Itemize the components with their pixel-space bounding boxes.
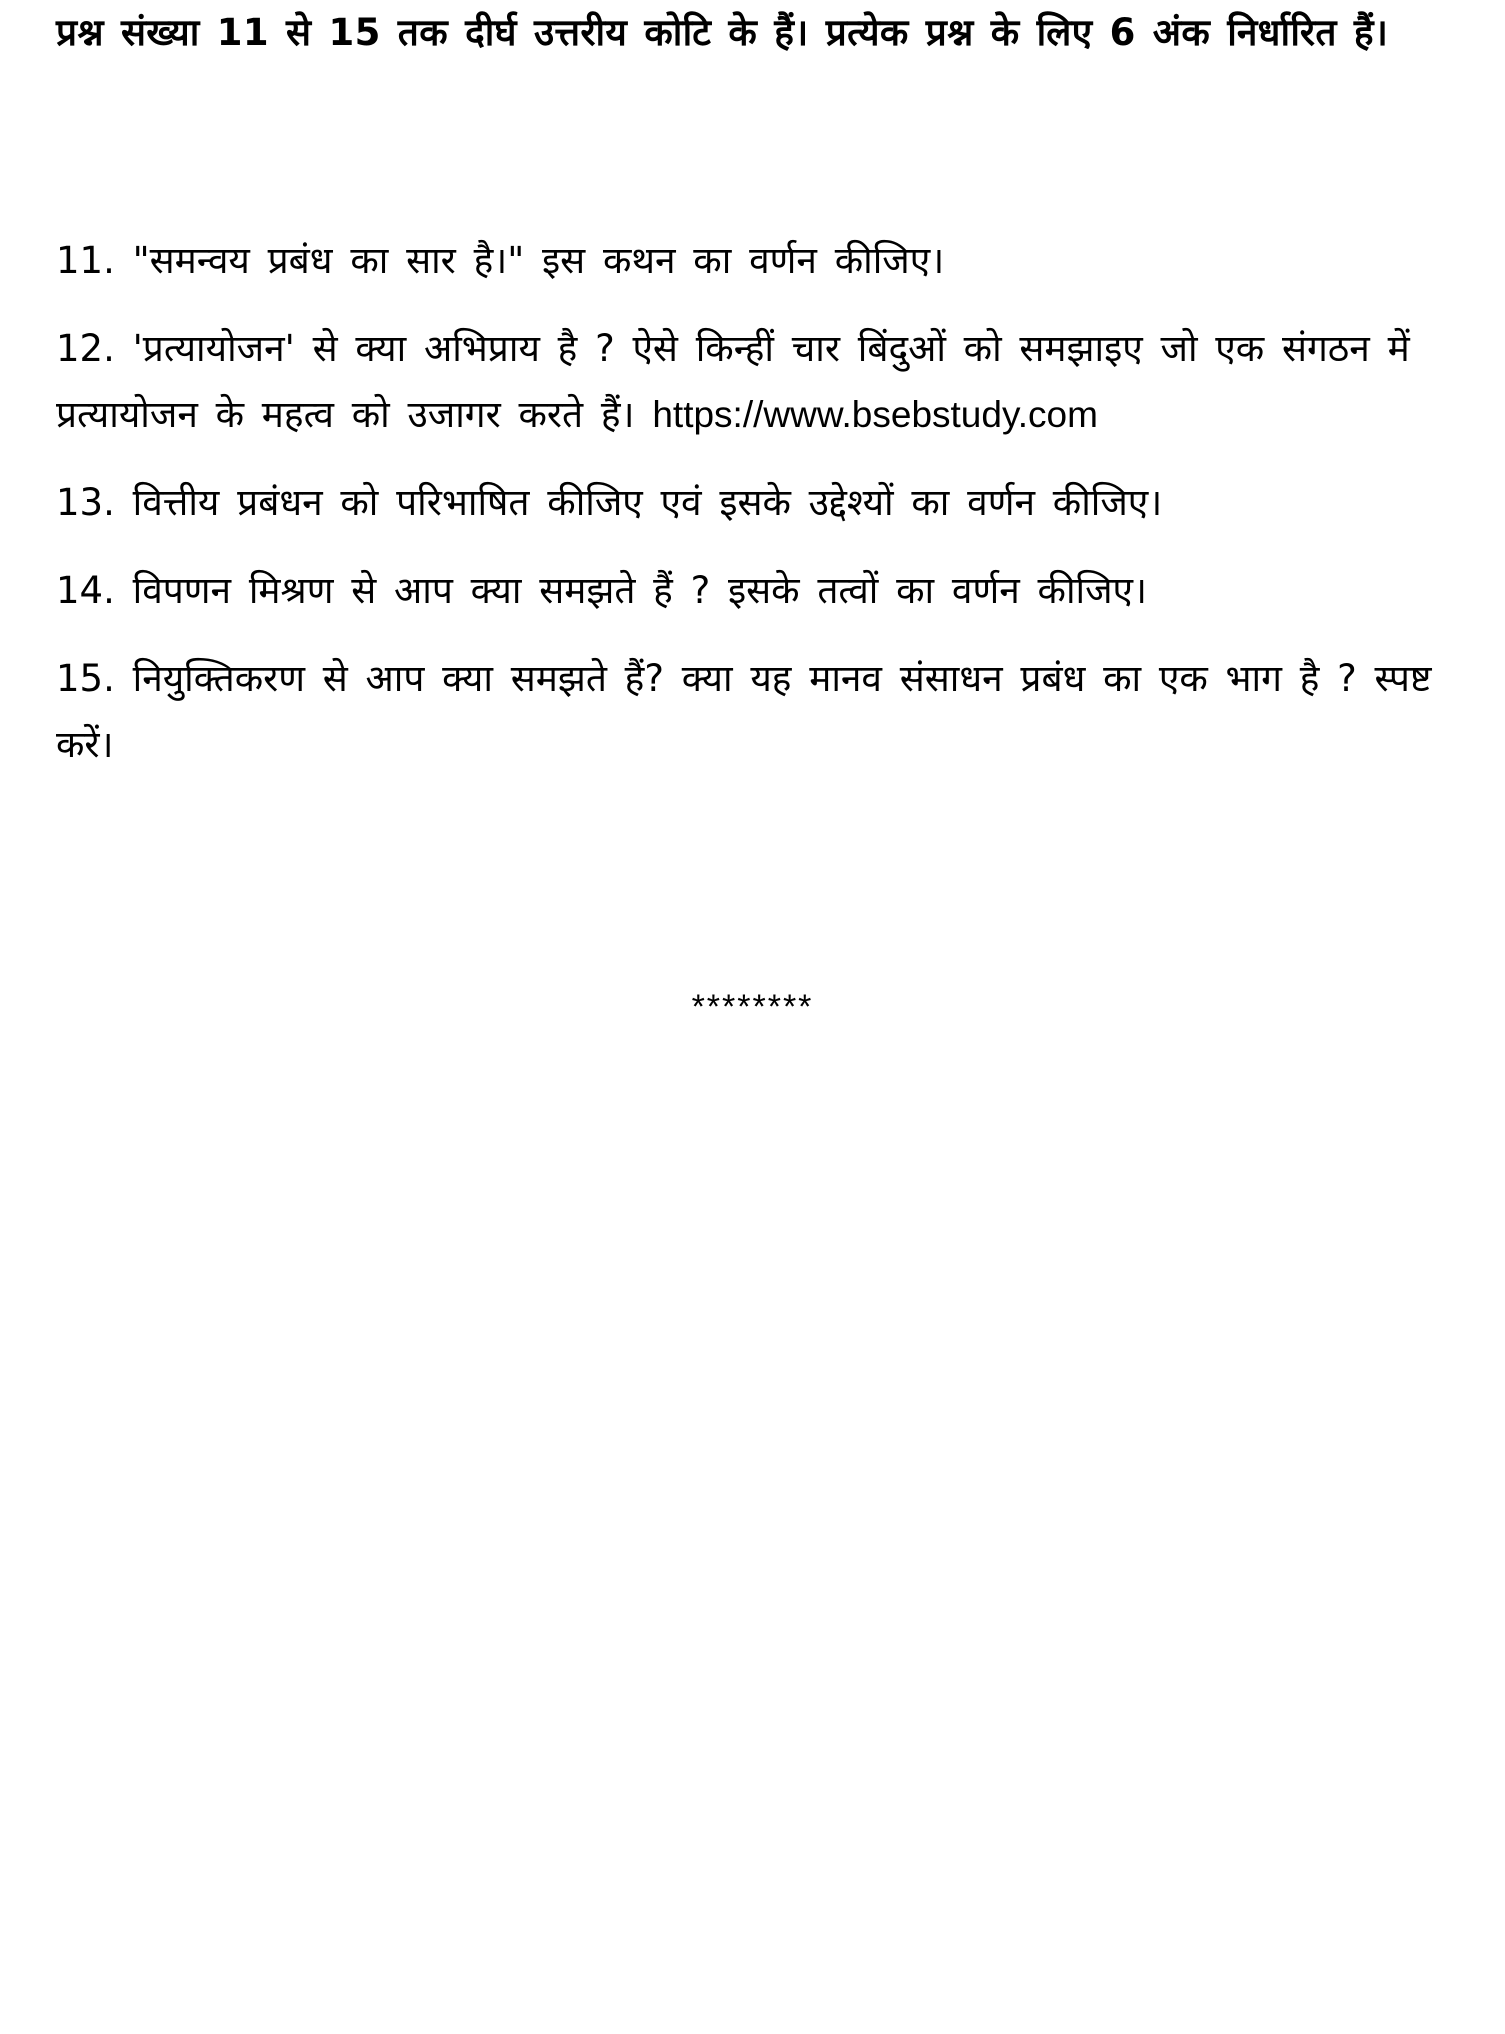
question-item xyxy=(56,316,1456,448)
question-number: 12. xyxy=(56,327,115,370)
website-link[interactable]: https://www.bsebstudy.com xyxy=(652,394,1098,435)
question-number: 15. xyxy=(56,657,115,700)
question-text: "समन्वय प्रबंध का सार है।" इस कथन का वर्णन कीजिए। xyxy=(132,239,945,282)
question-item xyxy=(56,646,1456,778)
question-text: विपणन मिश्रण से आप क्या समझते हैं ? इसके तत्वों का वर्णन कीजिए। xyxy=(132,569,1148,612)
end-of-section-marker: ******** xyxy=(691,988,814,1026)
question-list xyxy=(56,228,1456,800)
question-number: 13. xyxy=(56,481,115,524)
question-number: 11. xyxy=(56,239,115,282)
question-number: 14. xyxy=(56,569,115,612)
question-text: 'प्रत्यायोजन' से क्या अभिप्राय है ? ऐसे किन्हीं चार बिंदुओं को समझाइए जो एक संगठन में प्रत्यायोजन के महत्व को उजागर करते हैं। xyxy=(56,327,1410,436)
question-item xyxy=(56,470,1456,536)
section-instructions: प्रश्न संख्या 11 से 15 तक दीर्घ उत्तरीय कोटि के हैं। प्रत्येक प्रश्न के लिए 6 अंक निर्धारित हैं। xyxy=(56,11,1389,54)
question-item xyxy=(56,228,1456,294)
question-text: वित्तीय प्रबंधन को परिभाषित कीजिए एवं इसके उद्देश्यों का वर्णन कीजिए। xyxy=(132,481,1163,524)
question-item xyxy=(56,558,1456,624)
question-text: नियुक्तिकरण से आप क्या समझते हैं? क्या यह मानव संसाधन प्रबंध का एक भाग है ? स्पष्ट करें। xyxy=(56,657,1432,766)
